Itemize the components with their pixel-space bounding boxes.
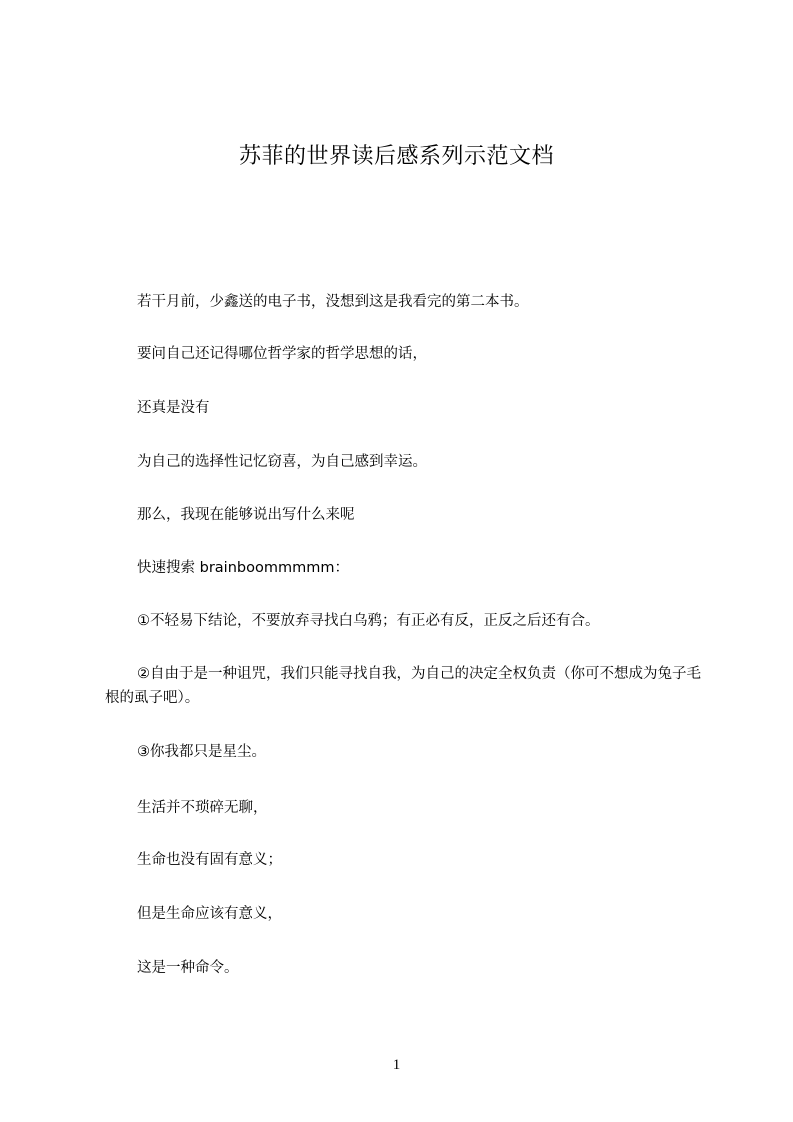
paragraph-3: [105, 396, 705, 420]
paragraph-11: [105, 848, 705, 872]
paragraph-2: [105, 342, 705, 366]
paragraph-4-text: 为自己的选择性记忆窃喜，为自己感到幸运。: [137, 454, 427, 470]
paragraph-12-text: 但是生命应该有意义，: [137, 906, 282, 922]
paragraph-4: [105, 450, 705, 474]
paragraph-11-text: 生命也没有固有意义；: [137, 852, 282, 868]
paragraph-3-text: 还真是没有: [137, 400, 210, 416]
paragraph-5: [105, 503, 705, 527]
paragraph-13: [105, 956, 705, 980]
paragraph-5-text: 那么，我现在能够说出写什么来呢: [137, 507, 355, 523]
paragraph-9: [105, 740, 705, 764]
paragraph-1-text: 若干月前，少鑫送的电子书，没想到这是我看完的第二本书。: [137, 294, 529, 310]
paragraph-9-text: ③你我都只是星尘。: [137, 744, 266, 760]
paragraph-13-text: 这是一种命令。: [137, 960, 239, 976]
paragraph-8-text: ②自由于是一种诅咒，我们只能寻找自我，为自己的决定全权负责（你可不想成为兔子毛根的虱子吧）。: [105, 666, 701, 706]
document-title: 苏菲的世界读后感系列示范文档: [238, 144, 554, 169]
paragraph-6-text: 快速搜索 brainboommmmm：: [137, 560, 349, 576]
paragraph-1: [105, 290, 705, 314]
paragraph-10-text: 生活并不琐碎无聊，: [137, 800, 268, 816]
paragraph-6: [105, 556, 705, 580]
paragraph-8: [105, 662, 707, 710]
paragraph-12: [105, 902, 705, 926]
paragraph-7: [105, 609, 705, 633]
paragraph-7-text: ①不轻易下结论，不要放弃寻找白乌鸦；有正必有反，正反之后还有合。: [137, 613, 600, 629]
page-number: 1: [392, 1057, 401, 1073]
paragraph-2-text: 要问自己还记得哪位哲学家的哲学思想的话，: [137, 346, 427, 362]
paragraph-10: [105, 796, 705, 820]
